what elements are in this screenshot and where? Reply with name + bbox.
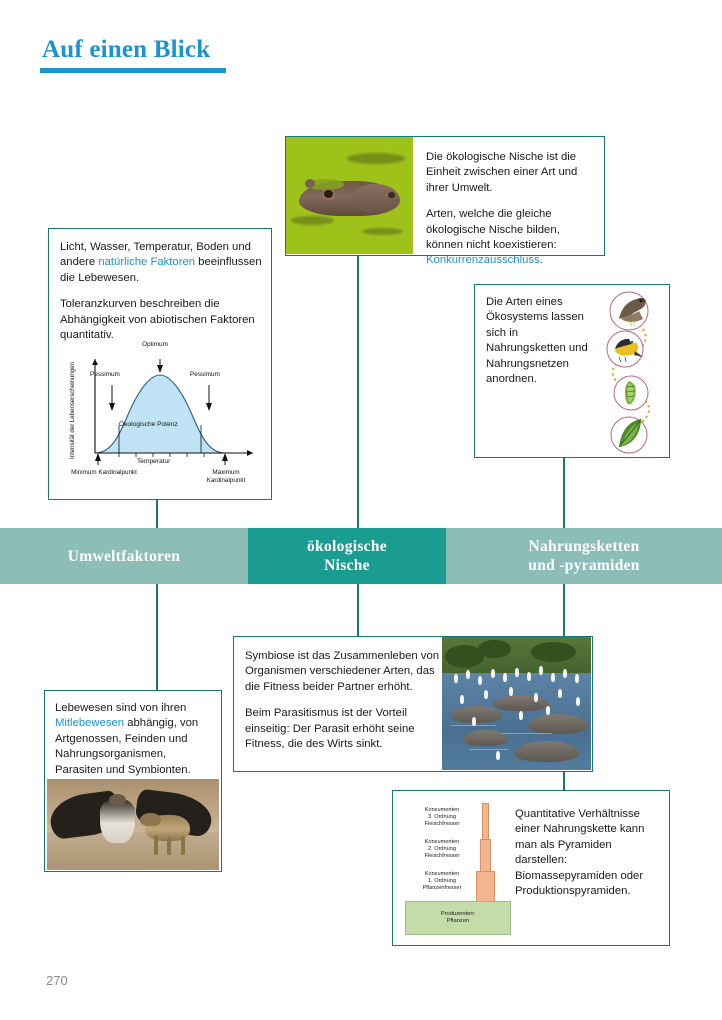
chart-y-axis-label: Intensität der Lebenserscheinungen: [69, 362, 76, 459]
pyramid-step-3: [482, 803, 489, 841]
band-nische-label-line1: ökologische: [307, 538, 387, 555]
box-lebewesen: [44, 690, 222, 872]
hippos-egrets-photo: [442, 637, 591, 770]
nische-p2-after: .: [539, 254, 543, 267]
pyramid-level-1-label: Konsumenten 1. Ordnung Pflanzenfresser: [422, 871, 462, 892]
band-nahrungsketten[interactable]: [446, 528, 722, 584]
nische-text: [426, 150, 596, 269]
connector-umwelt-vertical: [156, 500, 158, 528]
umwelt-paragraph-1: [60, 240, 262, 286]
chart-annotation-minimum: Minimum Kardinalpunkt: [71, 469, 137, 476]
page-number: 270: [46, 973, 68, 988]
pyramiden-paragraph-2: Biomassepyramiden oder Produktionspyramiden.: [515, 869, 644, 898]
tolerance-curve-chart: [57, 341, 265, 489]
chart-annotation-optimum: Optimum: [142, 341, 168, 348]
band-nahrungsketten-label-line1: Nahrungsketten: [528, 538, 640, 555]
box-oekologische-nische: [285, 136, 605, 267]
arten-text: [486, 295, 588, 387]
pyramid-level-3-label: Konsumenten 3. Ordnung Fleischfresser: [424, 807, 460, 828]
pyramid-base-producers: Produzenten: Pflanzen: [405, 901, 511, 935]
chart-annotation-pessimum-left: Pessimum: [90, 371, 120, 378]
umwelt-p1-before: Licht, Wasser, Temperatur, Boden und andere: [60, 241, 251, 269]
connector-nische-vertical: [357, 256, 359, 528]
pyramid-level-2-label: Konsumenten 2. Ordnung Fleischfresser: [424, 839, 460, 860]
category-band-row: [0, 528, 722, 584]
band-oekologische-nische[interactable]: [248, 528, 446, 584]
band-umweltfaktoren-label: Umweltfaktoren: [67, 547, 181, 565]
chart-area-label: Ökologische Potenz: [119, 421, 178, 428]
band-nahrungsketten-label-line2: und -pyramiden: [528, 557, 640, 574]
pyramiden-paragraph-1: Quantitative Verhältnisse einer Nahrungskette kann man als Pyramiden darstellen:: [515, 808, 645, 867]
title-underline: [40, 68, 226, 73]
symbiose-paragraph-1: Symbiose ist das Zusammenleben von Organismen verschiedener Arten, das die Fitness beider Partner erhöht.: [245, 650, 440, 693]
jackal-head: [140, 813, 161, 827]
band-nische-label-line2: Nische: [324, 557, 370, 574]
umwelt-p1-after: beeinflussen die Lebewesen.: [60, 256, 262, 284]
link-mitlebewesen[interactable]: Mitlebewesen: [55, 717, 125, 730]
lebewesen-p1-after: abhängig, von Artgenossen, Feinden und Nahrungsorganismen, Parasiten und Symbionten.: [55, 717, 199, 776]
symbiose-paragraph-2: Beim Parasitismus ist der Vorteil einseitig: Der Parasit erhöht seine Fitness, die des Wirts sinkt.: [245, 707, 415, 751]
symbiose-text: [245, 649, 441, 752]
nische-paragraph-2: [426, 207, 596, 269]
box-pyramiden: [392, 790, 670, 946]
chart-annotation-maximum: Maximum Kardinalpunkt: [206, 469, 246, 484]
pyramid-diagram: [403, 801, 509, 937]
box-umweltfaktoren: [48, 228, 272, 500]
connector-band-a-down: [156, 584, 158, 690]
pyramid-step-2: [480, 839, 491, 873]
vulture-jackal-photo: [47, 779, 219, 870]
nische-p2-before: Arten, welche die gleiche ökologische Nische bilden, können nicht koexistieren:: [426, 208, 560, 252]
link-natuerliche-faktoren[interactable]: natürliche Faktoren: [98, 256, 196, 269]
connector-arten-vertical: [563, 458, 565, 528]
umwelt-text: [60, 240, 262, 343]
nische-paragraph-1: Die ökologische Nische ist die Einheit zwischen einer Art und ihrer Umwelt.: [426, 151, 578, 194]
chart-annotation-pessimum-right: Pessimum: [190, 371, 220, 378]
box-arten-oekosystem: [474, 284, 670, 458]
lebewesen-text: [55, 701, 215, 778]
food-chain-diagram: [585, 289, 669, 455]
page-title: Auf einen Blick: [42, 36, 211, 63]
pyramiden-text: [515, 807, 663, 899]
lebewesen-p1-before: Lebewesen sind von ihren: [55, 702, 187, 714]
tolerance-curve-svg: [57, 341, 265, 489]
pyramid-step-1: [476, 871, 495, 903]
band-umweltfaktoren[interactable]: [0, 528, 248, 584]
lebewesen-paragraph-1: [55, 701, 215, 778]
chart-x-axis-label: Temperatur: [137, 458, 171, 465]
hippo-duckweed-photo: [286, 137, 413, 254]
connector-band-b-down: [357, 584, 359, 636]
umwelt-paragraph-2: Toleranzkurven beschreiben die Abhängigkeit von abiotischen Faktoren quantitativ.: [60, 298, 255, 342]
link-konkurrenzausschluss[interactable]: Konkurrenzausschluss: [426, 254, 540, 267]
box-symbiose: [233, 636, 593, 772]
arten-paragraph-1: Die Arten eines Ökosystems lassen sich in Nahrungsketten und Nahrungsnetzen anordnen.: [486, 296, 588, 386]
